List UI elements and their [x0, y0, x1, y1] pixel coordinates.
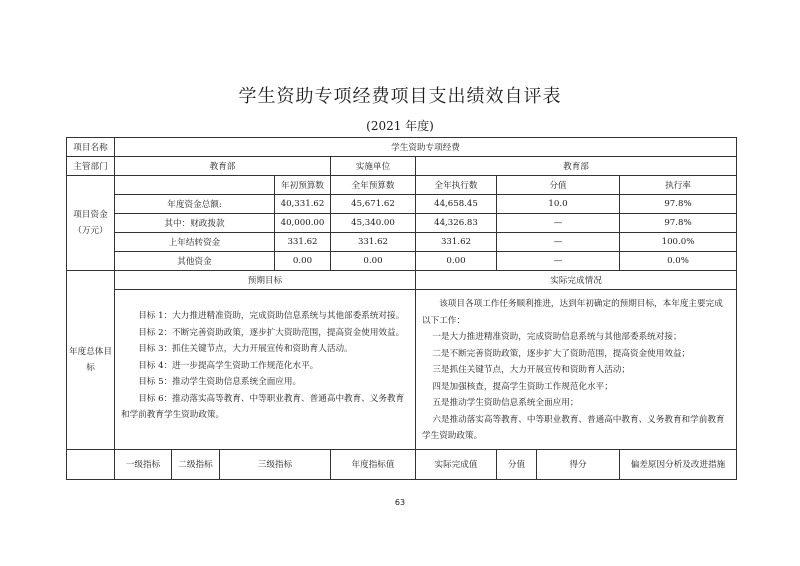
funds-header: 年初预算数	[275, 176, 331, 195]
goals-row	[67, 290, 737, 450]
actual-item: 四是加强核查，提高学生资助工作规范化水平；	[432, 381, 613, 392]
actual-intro: 该项目各项工作任务顺利推进，达到年初确定的预期目标，本年度主要完成以下工作：	[422, 299, 723, 326]
indicator-header: 三级指标	[220, 449, 331, 479]
funds-cell: 97.8%	[620, 214, 737, 233]
actual-item: 五是推动学生资助信息系统全面应用；	[432, 398, 579, 408]
actual-item: 一是大力推进精准资助，完成资助信息系统与其他部委系统对接；	[432, 332, 682, 342]
funds-row	[67, 252, 737, 271]
funds-label: 项目资金（万元）	[67, 176, 115, 271]
funds-cell: 44,326.83	[416, 214, 497, 233]
funds-header-row	[67, 176, 737, 195]
dept-value: 教育部	[115, 157, 331, 176]
indicator-header: 偏差原因分析及改进措施	[620, 449, 737, 479]
page-number: 63	[394, 498, 406, 507]
funds-cell: 10.0	[497, 195, 620, 214]
funds-cell: 40,000.00	[275, 214, 331, 233]
expected-header: 预期目标	[115, 271, 416, 290]
actual-results	[416, 290, 737, 450]
report-year: (2021 年度)	[366, 119, 434, 133]
indicator-header: 年度指标值	[331, 449, 416, 479]
project-name-value: 学生资助专项经费	[115, 138, 737, 157]
funds-row-label: 上年结转资金	[115, 233, 275, 252]
funds-header: 执行率	[620, 176, 737, 195]
funds-cell: —	[497, 252, 620, 271]
funds-row	[67, 214, 737, 233]
indicator-header: 实际完成值	[416, 449, 497, 479]
funds-row-label: 年度资金总额:	[115, 195, 275, 214]
funds-cell: —	[497, 214, 620, 233]
indicator-header: 分值	[497, 449, 537, 479]
funds-row-label: 其中：财政拨款	[115, 214, 275, 233]
expected-goals	[115, 290, 416, 450]
funds-cell: —	[497, 233, 620, 252]
actual-header: 实际完成情况	[416, 271, 737, 290]
funds-cell: 100.0%	[620, 233, 737, 252]
project-name-row	[67, 138, 737, 157]
expected-goal: 目标 3：抓住关键节点，大力开展宣传和资助育人活动。	[138, 344, 353, 354]
funds-cell: 0.0%	[620, 252, 737, 271]
funds-row-label: 其他资金	[115, 252, 275, 271]
expected-goal: 目标 2：不断完善资助政策，逐步扩大资助范围，提高资金使用效益。	[138, 327, 405, 338]
funds-cell: 97.8%	[620, 195, 737, 214]
funds-cell: 0.00	[331, 252, 416, 271]
funds-row	[67, 195, 737, 214]
funds-header: 分值	[497, 176, 620, 195]
funds-cell: 331.62	[331, 233, 416, 252]
impl-value: 教育部	[416, 157, 737, 176]
expected-goal: 目标 1：大力推进精准资助，完成资助信息系统与其他部委系统对接。	[138, 311, 405, 321]
impl-label: 实施单位	[331, 157, 416, 176]
funds-cell: 45,671.62	[331, 195, 416, 214]
funds-header: 全年执行数	[416, 176, 497, 195]
funds-row	[67, 233, 737, 252]
expected-goal: 目标 6：推动落实高等教育、中等职业教育、普通高中教育、义务教育和学前教育学生资助政策。	[121, 393, 405, 420]
funds-cell: 40,331.62	[275, 195, 331, 214]
actual-item: 二是不断完善资助政策，逐步扩大了资助范围，提高资金使用效益；	[432, 348, 691, 359]
indicator-header-row	[67, 449, 737, 479]
indicator-header: 二级指标	[172, 449, 220, 479]
expected-goal: 目标 4：进一步提高学生资助工作规范化水平。	[138, 360, 319, 371]
actual-item: 六是推动落实高等教育、中等职业教育、普通高中教育、义务教育和学前教育学生资助政策。	[422, 414, 725, 441]
funds-cell: 0.00	[416, 252, 497, 271]
funds-cell: 331.62	[275, 233, 331, 252]
goals-label: 年度总体目标	[67, 271, 115, 450]
department-row	[67, 157, 737, 176]
funds-cell: 0.00	[275, 252, 331, 271]
dept-label: 主管部门	[67, 157, 115, 176]
page-title: 学生资助专项经费项目支出绩效自评表	[238, 86, 562, 107]
self-evaluation-table	[66, 137, 737, 480]
funds-header: 全年预算数	[331, 176, 416, 195]
indicator-header: 一级指标	[115, 449, 172, 479]
expected-goal: 目标 5：推动学生资助信息系统全面应用。	[138, 377, 302, 387]
funds-cell: 44,658.45	[416, 195, 497, 214]
project-name-label: 项目名称	[67, 138, 115, 157]
indicator-header: 得分	[537, 449, 620, 479]
funds-cell: 331.62	[416, 233, 497, 252]
funds-cell: 45,340.00	[331, 214, 416, 233]
goals-header-row	[67, 271, 737, 290]
actual-item: 三是抓住关键节点，大力开展宣传和资助育人活动；	[432, 365, 630, 375]
